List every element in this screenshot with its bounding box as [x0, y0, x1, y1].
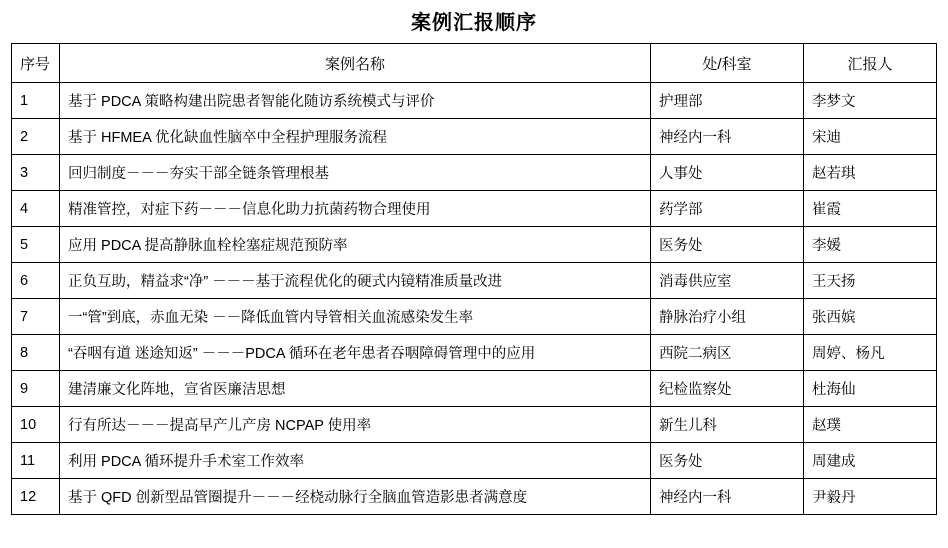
cell-department: 新生儿科 — [651, 407, 804, 443]
cell-department: 纪检监察处 — [651, 371, 804, 407]
cell-seq: 7 — [12, 299, 60, 335]
cell-department: 神经内一科 — [651, 119, 804, 155]
table-row — [12, 299, 937, 335]
cell-case-name: 一“管”到底，赤血无染 －－降低血管内导管相关血流感染发生率 — [60, 299, 651, 335]
cell-presenter: 王天扬 — [804, 263, 937, 299]
table-row — [12, 119, 937, 155]
cell-seq: 5 — [12, 227, 60, 263]
cell-presenter: 崔霞 — [804, 191, 937, 227]
cell-case-name: 行有所达－－－提高早产儿产房 NCPAP 使用率 — [60, 407, 651, 443]
cell-presenter: 赵若琪 — [804, 155, 937, 191]
cell-case-name: 建清廉文化阵地，宣省医廉洁思想 — [60, 371, 651, 407]
case-report-order-table — [11, 43, 937, 515]
table-row — [12, 371, 937, 407]
table-header-row — [12, 44, 937, 83]
cell-case-name: 基于 HFMEA 优化缺血性脑卒中全程护理服务流程 — [60, 119, 651, 155]
table-row — [12, 155, 937, 191]
cell-presenter: 周建成 — [804, 443, 937, 479]
cell-department: 药学部 — [651, 191, 804, 227]
cell-case-name: 基于 QFD 创新型品管圈提升－－－经桡动脉行全脑血管造影患者满意度 — [60, 479, 651, 515]
cell-seq: 2 — [12, 119, 60, 155]
cell-presenter: 赵璞 — [804, 407, 937, 443]
cell-case-name: 回归制度－－－夯实干部全链条管理根基 — [60, 155, 651, 191]
table-row — [12, 479, 937, 515]
cell-department: 医务处 — [651, 443, 804, 479]
cell-seq: 11 — [12, 443, 60, 479]
cell-presenter: 宋迪 — [804, 119, 937, 155]
table-row — [12, 83, 937, 119]
page-title: 案例汇报顺序 — [411, 12, 537, 34]
cell-department: 医务处 — [651, 227, 804, 263]
cell-seq: 6 — [12, 263, 60, 299]
table-header — [12, 44, 937, 83]
cell-case-name: 正负互助，精益求“净” －－－基于流程优化的硬式内镜精准质量改进 — [60, 263, 651, 299]
cell-department: 消毒供应室 — [651, 263, 804, 299]
cell-presenter: 周婷、杨凡 — [804, 335, 937, 371]
table-row — [12, 227, 937, 263]
cell-presenter: 尹毅丹 — [804, 479, 937, 515]
cell-seq: 10 — [12, 407, 60, 443]
cell-case-name: 利用 PDCA 循环提升手术室工作效率 — [60, 443, 651, 479]
cell-case-name: 基于 PDCA 策略构建出院患者智能化随访系统模式与评价 — [60, 83, 651, 119]
cell-seq: 8 — [12, 335, 60, 371]
table-row — [12, 263, 937, 299]
column-header-seq: 序号 — [12, 44, 60, 83]
cell-seq: 9 — [12, 371, 60, 407]
cell-department: 静脉治疗小组 — [651, 299, 804, 335]
cell-case-name: 精准管控，对症下药－－－信息化助力抗菌药物合理使用 — [60, 191, 651, 227]
table-row — [12, 443, 937, 479]
cell-department: 人事处 — [651, 155, 804, 191]
table-row — [12, 191, 937, 227]
cell-presenter: 杜海仙 — [804, 371, 937, 407]
column-header-presenter: 汇报人 — [804, 44, 937, 83]
column-header-name: 案例名称 — [60, 44, 651, 83]
cell-seq: 3 — [12, 155, 60, 191]
table-row — [12, 335, 937, 371]
cell-seq: 1 — [12, 83, 60, 119]
table-row — [12, 407, 937, 443]
cell-presenter: 李媛 — [804, 227, 937, 263]
cell-seq: 4 — [12, 191, 60, 227]
cell-presenter: 李梦文 — [804, 83, 937, 119]
table-body — [12, 83, 937, 515]
cell-department: 护理部 — [651, 83, 804, 119]
cell-department: 神经内一科 — [651, 479, 804, 515]
column-header-dept: 处/科室 — [651, 44, 804, 83]
cell-case-name: 应用 PDCA 提高静脉血栓栓塞症规范预防率 — [60, 227, 651, 263]
cell-case-name: “吞咽有道 迷途知返” －－－PDCA 循环在老年患者吞咽障碍管理中的应用 — [60, 335, 651, 371]
cell-presenter: 张西嫔 — [804, 299, 937, 335]
cell-seq: 12 — [12, 479, 60, 515]
cell-department: 西院二病区 — [651, 335, 804, 371]
